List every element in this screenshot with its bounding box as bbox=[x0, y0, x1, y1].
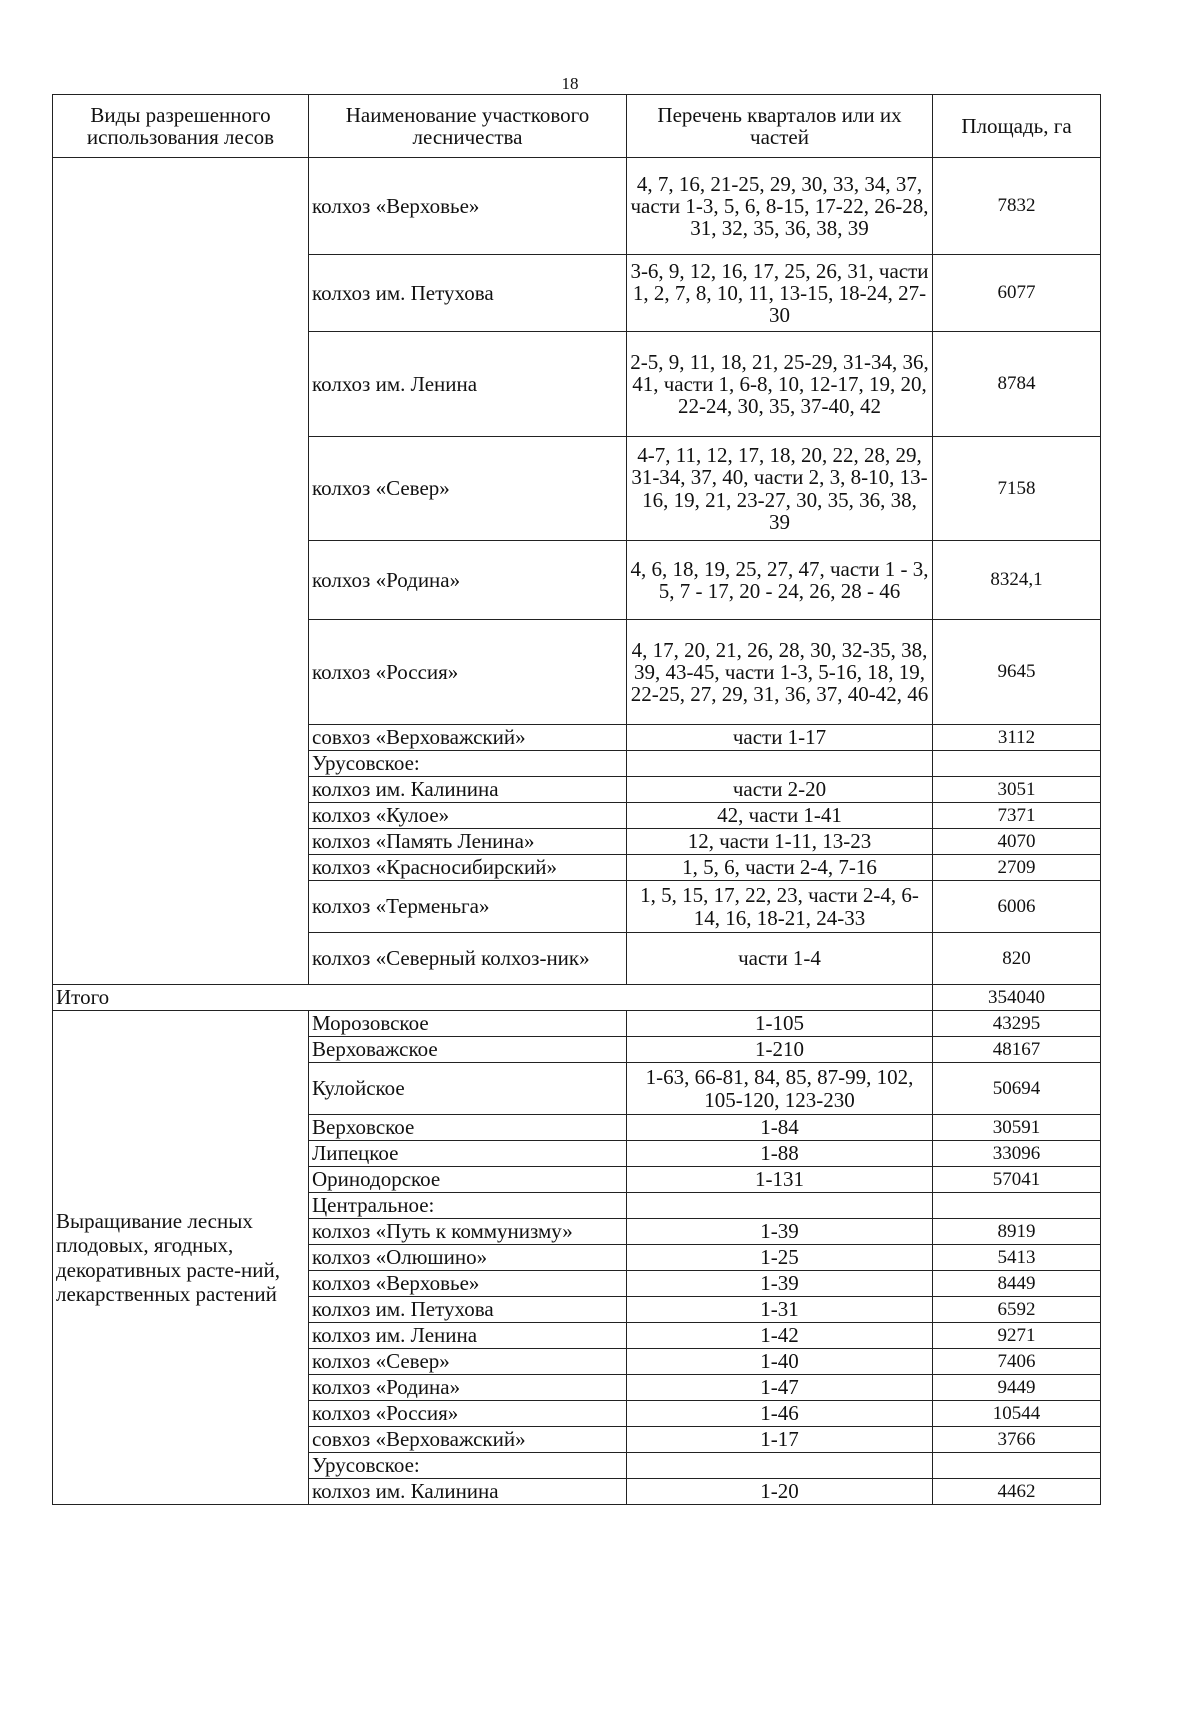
forest-use-table bbox=[52, 94, 1101, 1505]
area-value: 9449 bbox=[933, 1375, 1101, 1401]
header-quarters: Перечень кварталов или их частей bbox=[627, 95, 933, 158]
quarters-list: 2-5, 9, 11, 18, 21, 25-29, 31-34, 36, 41, части 1, 6-8, 10, 12-17, 19, 20, 22-24, 30, 35, 37-40, 42 bbox=[627, 332, 933, 437]
quarters-list: 1-39 bbox=[627, 1271, 933, 1297]
area-value: 8324,1 bbox=[933, 541, 1101, 620]
forestry-name: Оринодорское bbox=[309, 1167, 627, 1193]
forestry-name: Кулойское bbox=[309, 1063, 627, 1115]
area-value: 7371 bbox=[933, 803, 1101, 829]
quarters-list: 1-131 bbox=[627, 1167, 933, 1193]
total-row bbox=[53, 985, 1101, 1011]
area-value bbox=[933, 1453, 1101, 1479]
forestry-name: колхоз «Родина» bbox=[309, 541, 627, 620]
area-value: 4462 bbox=[933, 1479, 1101, 1505]
forestry-name: колхоз им. Петухова bbox=[309, 1297, 627, 1323]
area-value: 3112 bbox=[933, 725, 1101, 751]
area-value: 30591 bbox=[933, 1115, 1101, 1141]
area-value bbox=[933, 1193, 1101, 1219]
quarters-list: части 1-17 bbox=[627, 725, 933, 751]
quarters-list: части 2-20 bbox=[627, 777, 933, 803]
area-value: 820 bbox=[933, 933, 1101, 985]
forestry-name: колхоз им. Калинина bbox=[309, 1479, 627, 1505]
quarters-list: 1, 5, 15, 17, 22, 23, части 2-4, 6-14, 16, 18-21, 24-33 bbox=[627, 881, 933, 933]
forestry-name: совхоз «Верховажский» bbox=[309, 725, 627, 751]
quarters-list: 1-20 bbox=[627, 1479, 933, 1505]
quarters-list: 4-7, 11, 12, 17, 18, 20, 22, 28, 29, 31-34, 37, 40, части 2, 3, 8-10, 13-16, 19, 21, 23-27, 30, 35, 36, 38, 39 bbox=[627, 437, 933, 541]
forestry-name: колхоз «Красносибирский» bbox=[309, 855, 627, 881]
quarters-list: 4, 17, 20, 21, 26, 28, 30, 32-35, 38, 39, 43-45, части 1-3, 5-16, 18, 19, 22-25, 27, 29, 31, 36, 37, 40-42, 46 bbox=[627, 620, 933, 725]
table-row bbox=[53, 1011, 1101, 1037]
header-forestry: Наименование участкового лесничества bbox=[309, 95, 627, 158]
quarters-list: 1-105 bbox=[627, 1011, 933, 1037]
use-type-cultivation: Выращивание лесных плодовых, ягодных, декоративных расте-ний, лекарственных растений bbox=[53, 1011, 309, 1505]
area-value: 50694 bbox=[933, 1063, 1101, 1115]
forestry-name: колхоз им. Ленина bbox=[309, 1323, 627, 1349]
area-value: 43295 bbox=[933, 1011, 1101, 1037]
area-value: 48167 bbox=[933, 1037, 1101, 1063]
header-area: Площадь, га bbox=[933, 95, 1101, 158]
forestry-name: колхоз «Верховье» bbox=[309, 1271, 627, 1297]
area-value: 6077 bbox=[933, 255, 1101, 332]
forestry-name: колхоз «Россия» bbox=[309, 1401, 627, 1427]
area-value: 9645 bbox=[933, 620, 1101, 725]
forestry-name: колхоз «Память Ленина» bbox=[309, 829, 627, 855]
quarters-list bbox=[627, 1193, 933, 1219]
area-value: 5413 bbox=[933, 1245, 1101, 1271]
area-value: 8449 bbox=[933, 1271, 1101, 1297]
forestry-name: колхоз им. Калинина bbox=[309, 777, 627, 803]
area-value: 57041 bbox=[933, 1167, 1101, 1193]
quarters-list: 1-25 bbox=[627, 1245, 933, 1271]
quarters-list: 1, 5, 6, части 2-4, 7-16 bbox=[627, 855, 933, 881]
quarters-list: 3-6, 9, 12, 16, 17, 25, 26, 31, части 1, 2, 7, 8, 10, 11, 13-15, 18-24, 27-30 bbox=[627, 255, 933, 332]
forestry-name: колхоз «Север» bbox=[309, 437, 627, 541]
quarters-list bbox=[627, 1453, 933, 1479]
forestry-name: Липецкое bbox=[309, 1141, 627, 1167]
forestry-name: колхоз «Кулое» bbox=[309, 803, 627, 829]
area-value: 7406 bbox=[933, 1349, 1101, 1375]
forestry-name: колхоз «Россия» bbox=[309, 620, 627, 725]
forestry-name: Урусовское: bbox=[309, 751, 627, 777]
header-use: Виды разрешенного использования лесов bbox=[53, 95, 309, 158]
quarters-list: 1-40 bbox=[627, 1349, 933, 1375]
quarters-list: 1-47 bbox=[627, 1375, 933, 1401]
area-value: 8784 bbox=[933, 332, 1101, 437]
quarters-list: 4, 6, 18, 19, 25, 27, 47, части 1 - 3, 5, 7 - 17, 20 - 24, 26, 28 - 46 bbox=[627, 541, 933, 620]
quarters-list: 1-210 bbox=[627, 1037, 933, 1063]
area-value: 10544 bbox=[933, 1401, 1101, 1427]
quarters-list: 4, 7, 16, 21-25, 29, 30, 33, 34, 37, части 1-3, 5, 6, 8-15, 17-22, 26-28, 31, 32, 35, 36, 38, 39 bbox=[627, 158, 933, 255]
quarters-list: 1-31 bbox=[627, 1297, 933, 1323]
area-value: 7158 bbox=[933, 437, 1101, 541]
forestry-name: Верховажское bbox=[309, 1037, 627, 1063]
table-row bbox=[53, 158, 1101, 255]
quarters-list: 1-84 bbox=[627, 1115, 933, 1141]
quarters-list: части 1-4 bbox=[627, 933, 933, 985]
quarters-list: 1-46 bbox=[627, 1401, 933, 1427]
area-value bbox=[933, 751, 1101, 777]
area-value: 9271 bbox=[933, 1323, 1101, 1349]
forestry-name: колхоз «Терменьга» bbox=[309, 881, 627, 933]
area-value: 3766 bbox=[933, 1427, 1101, 1453]
forestry-name: Урусовское: bbox=[309, 1453, 627, 1479]
page-number: 18 bbox=[561, 74, 579, 93]
total-label: Итого bbox=[53, 985, 933, 1011]
forestry-name: колхоз «Родина» bbox=[309, 1375, 627, 1401]
quarters-list: 1-42 bbox=[627, 1323, 933, 1349]
quarters-list: 1-88 bbox=[627, 1141, 933, 1167]
forestry-name: колхоз «Путь к коммунизму» bbox=[309, 1219, 627, 1245]
quarters-list: 1-63, 66-81, 84, 85, 87-99, 102, 105-120, 123-230 bbox=[627, 1063, 933, 1115]
area-value: 6592 bbox=[933, 1297, 1101, 1323]
area-value: 2709 bbox=[933, 855, 1101, 881]
quarters-list: 12, части 1-11, 13-23 bbox=[627, 829, 933, 855]
forestry-name: совхоз «Верховажский» bbox=[309, 1427, 627, 1453]
area-value: 7832 bbox=[933, 158, 1101, 255]
table-body bbox=[53, 158, 1101, 1505]
area-value: 3051 bbox=[933, 777, 1101, 803]
quarters-list: 42, части 1-41 bbox=[627, 803, 933, 829]
total-area: 354040 bbox=[933, 985, 1101, 1011]
quarters-list bbox=[627, 751, 933, 777]
area-value: 8919 bbox=[933, 1219, 1101, 1245]
area-value: 6006 bbox=[933, 881, 1101, 933]
forestry-name: Верховское bbox=[309, 1115, 627, 1141]
forestry-name: Морозовское bbox=[309, 1011, 627, 1037]
forestry-name: колхоз «Север» bbox=[309, 1349, 627, 1375]
quarters-list: 1-17 bbox=[627, 1427, 933, 1453]
quarters-list: 1-39 bbox=[627, 1219, 933, 1245]
use-cell-empty bbox=[53, 158, 309, 985]
forestry-name: колхоз «Верховье» bbox=[309, 158, 627, 255]
forestry-name: Центральное: bbox=[309, 1193, 627, 1219]
forestry-name: колхоз им. Петухова bbox=[309, 255, 627, 332]
forestry-name: колхоз «Северный колхоз-ник» bbox=[309, 933, 627, 985]
forestry-name: колхоз им. Ленина bbox=[309, 332, 627, 437]
area-value: 33096 bbox=[933, 1141, 1101, 1167]
area-value: 4070 bbox=[933, 829, 1101, 855]
table-header-row bbox=[53, 95, 1101, 158]
forestry-name: колхоз «Олюшино» bbox=[309, 1245, 627, 1271]
